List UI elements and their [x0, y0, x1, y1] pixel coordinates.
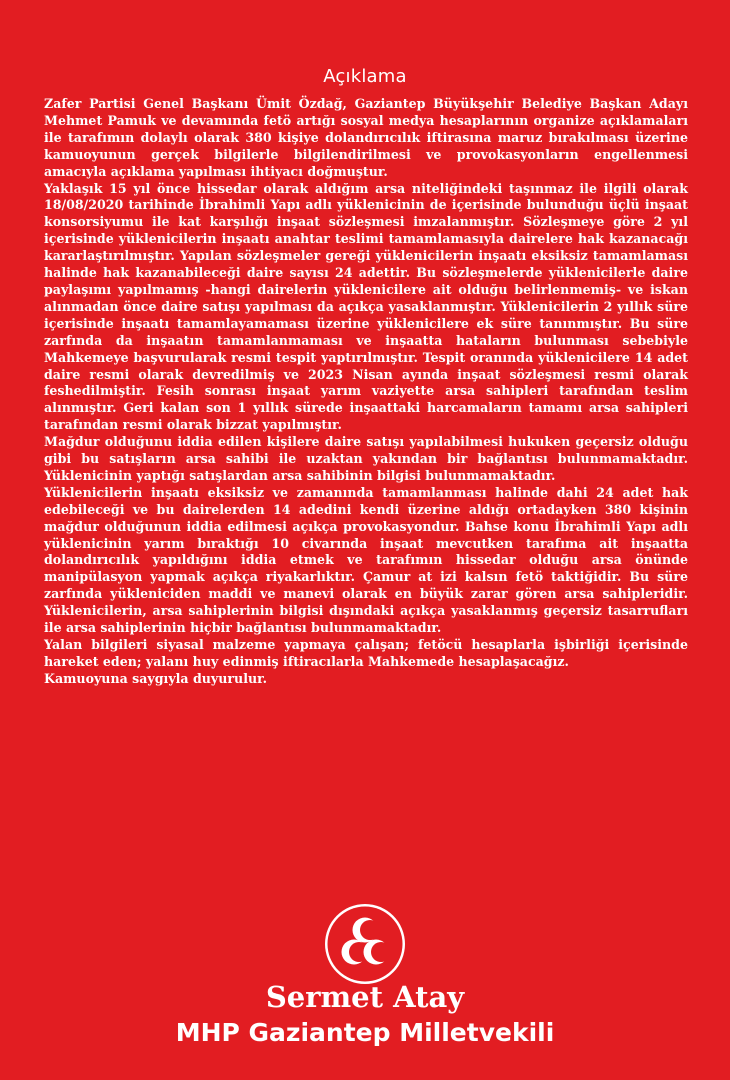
paragraph-contract: Yaklaşık 15 yıl önce hissedar olarak aldığım arsa niteliğindeki taşınmaz ile ilgili olarak 18/08/2020 tarihinde İbrahimli Yapı adlı yüklenicinin de içerisinde bulunduğu üçlü inşaat konsorsiyumu ile kat karşılığı inşaat sözleşmesi imzalanmıştır. Sözleşmeye göre 2 yıl içerisinde yüklenicilerin inşaatı anahtar teslimi tamamlamasıyla dairelere hak kazanacağı kararlaştırılmıştır. Yapılan sözleşmeler gereği yüklenicilerin inşaatı eksiksiz tamamlaması halinde hak kazanabileceği daire sayısı 24 adettir. Bu sözleşmelerde yüklenicilerle daire paylaşımı yapılmamış -hangi dairelerin yüklenicilere ait olduğu belirlenmemiş- ve iskan alınmadan önce daire satışı yapılması da açıkça yasaklanmıştır. Yüklenicilerin 2 yıllık süre içerisinde inşaatı tamamlayamaması üzerine yüklenicilere ek süre tanınmıştır. Bu süre zarfında da inşaatın tamamlanmaması ve inşaatta hataların bulunması sebebiyle Mahkemeye başvurularak resmi tespit yaptırılmıştır. Tespit oranında yüklenicilere 14 adet daire resmi olarak devredilmiş ve 2023 Nisan ayında inşaat sözleşmesi resmi olarak feshedilmiştir. Fesih sonrası inşaat yarım vaziyette arsa sahipleri tarafından teslim alınmıştır. Geri kalan son 1 yıllık sürede inşaattaki harcamaların tamamı arsa sahipleri tarafından resmi olarak bizzat yapılmıştır. [44, 180, 688, 433]
paragraph-closing: Kamuoyuna saygıyla duyurulur. [44, 670, 267, 686]
statement-body [44, 96, 688, 688]
paragraph-provocation: Yüklenicilerin inşaatı eksiksiz ve zamanında tamamlanması halinde dahi 24 adet hak edebileceği ve bu dairelerden 14 adedini kendi üzerine aldığı ortadayken 380 kişinin mağdur olduğunun iddia edilmesi açıkça provokasyondur. Bahse konu İbrahimli Yapı adlı yüklenicinin yarım bıraktığı 10 civarında inşaat mevcutken tarafıma ait inşaatta dolandırıcılık yapıldığını iddia etmek ve tarafımın hissedar olduğu arsa önünde manipülasyon yapmak açıkça riyakarlıktır. Çamur at izi kalsın fetö taktiğidir. Bu süre zarfında yükleniciden maddi ve manevi olarak en büyük zarar gören arsa sahipleridir. Yüklenicilerin, arsa sahiplerinin bilgisi dışındaki açıkça yasaklanmış geçersiz tasarrufları ile arsa sahiplerinin hiçbir bağlantısı bulunmamaktadır. [44, 484, 688, 636]
mhp-crescents-logo-icon [324, 903, 406, 985]
paragraph-sales: Mağdur olduğunu iddia edilen kişilere daire satışı yapılabilmesi hukuken geçersiz olduğu gibi bu satışların arsa sahibi ile uzaktan yakından bir bağlantısı bulunmamaktadır. Yüklenicinin yaptığı satışlardan arsa sahibinin bilgisi bulunmamaktadır. [44, 434, 688, 483]
page-title: Açıklama [323, 66, 407, 87]
paragraph-court: Yalan bilgileri siyasal malzeme yapmaya çalışan; fetöcü hesaplarla işbirliği içerisinde hareket eden; yalanı huy edinmiş iftiracılarla Mahkemede hesaplaşacağız. [44, 637, 688, 669]
paragraph-intro: Zafer Partisi Genel Başkanı Ümit Özdağ, Gaziantep Büyükşehir Belediye Başkan Adayı Mehmet Pamuk ve devamında fetö artığı sosyal medya hesaplarının organize açıklamaları ile tarafımın dolaylı olarak 380 kişiye dolandırıcılık iftirasına maruz bırakılması üzerine kamuoyunun gerçek bilgilerle bilgilendirilmesi ve provokasyonların engellenmesi amacıyla açıklama yapılması ihtiyacı doğmuştur. [44, 96, 688, 179]
signature-name: Sermet Atay [265, 980, 465, 1014]
signature-title: MHP Gaziantep Milletvekili [175, 1018, 555, 1047]
